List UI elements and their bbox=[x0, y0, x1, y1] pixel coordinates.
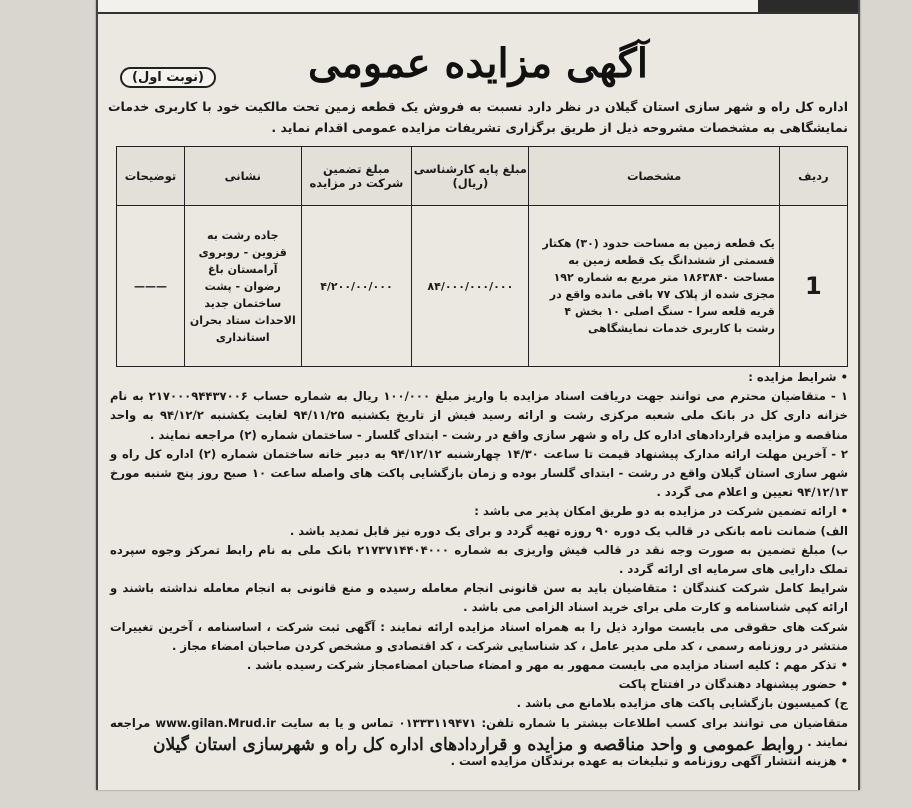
intro-paragraph: اداره کل راه و شهر سازی استان گیلان در نظر دارد نسبت به فروش یک قطعه زمین تحت مالکیت خود با کاربری خدمات نمایشگاهی به مشخصات مشروحه ذیل از طریق برگزاری تشریفات مزایده عمومی اقدام نماید . bbox=[108, 99, 848, 135]
terms-line: • حضور پیشنهاد دهندگان در افتتاح پاکت bbox=[618, 677, 848, 692]
header-base-price: مبلغ پایه کارشناسی (ریال) bbox=[412, 147, 529, 206]
table-header-row bbox=[117, 147, 848, 206]
top-strip bbox=[98, 0, 858, 14]
header-guarantee: مبلغ تضمین شرکت در مزایده bbox=[301, 147, 412, 206]
terms-line: • شرایط مزایده : bbox=[748, 370, 848, 384]
header-address: نشانی bbox=[184, 147, 301, 206]
terms-line: ۲ - آخرین مهلت ارائه مدارک پیشنهاد قیمت تا ساعت ۱۴/۳۰ چهارشنبه ۹۴/۱۲/۱۲ به دبیر خانه ساختمان شماره (۲) اداره کل راه و شهر سازی استان گیلان واقع در رشت - ابتدای گلسار بوده و زمان بازگشایی پاکت های واصله ساعت ۱۰ صبح روز پنج شنبه مورخ ۹۴/۱۲/۱۳ تعیین و اعلام می گردد . bbox=[110, 446, 848, 500]
header-row-number: ردیف bbox=[779, 147, 847, 206]
terms-line: الف) ضمانت نامه بانکی در قالب یک دوره ۹۰ روزه تهیه گردد و برای یک دوره نیز قابل تمدید باشد . bbox=[289, 523, 848, 538]
cell-notes: ——— bbox=[117, 206, 185, 367]
cell-address: جاده رشت به قزوین - روبروی آرامستان باغ رضوان - پشت ساختمان جدید الاحداث ستاد بحران استانداری bbox=[184, 206, 301, 367]
terms-section bbox=[110, 368, 848, 771]
terms-line: ۱ - متقاضیان محترم می توانند جهت دریافت اسناد مزایده با واریز مبلغ ۱۰۰/۰۰۰ ریال به شماره حساب ۲۱۷۰۰۰۹۴۴۳۷۰۰۶ به نام خزانه داری کل در بانک ملی شعبه مرکزی رشت و ارائه رسید فیش از تاریخ یکشنبه ۹۴/۱۱/۲۵ لغایت یکشنبه ۹۴/۱۲/۲ به واحد مناقصه و مزایده قراردادهای اداره کل راه و شهر سازی واقع در رشت - ابتدای گلسار - ساختمان شماره (۲) مراجعه نمایند . bbox=[110, 389, 848, 442]
ad-title: آگهی مزایده عمومی bbox=[308, 40, 648, 87]
photo-fragment bbox=[758, 0, 858, 14]
terms-line: شرکت های حقوقی می بایست موارد ذیل را به همراه اسناد مزایده ارائه نمایند : آگهی ثبت شرکت ، اساسنامه ، آخرین تغییرات منتشر در روزنامه رسمی ، کد ملی مدیر عامل ، کد شناسایی شرکت ، کد اقتصادی و مشخص کردن صاحبان امضاء مجاز . bbox=[110, 619, 848, 653]
cell-description: یک قطعه زمین به مساحت حدود (۳۰) هکتار قسمتی از ششدانگ یک قطعه زمین به مساحت ۱۸۶۳۸۴۰ متر مربع به شماره ۱۹۲ مجزی شده از پلاک ۷۷ باقی مانده واقع در قریه قلعه سرا - سنگ اصلی ۱۰ بخش ۴ رشت با کاربری خدمات نمایشگاهی bbox=[529, 206, 779, 367]
cell-guarantee: ۴/۲۰۰/۰۰/۰۰۰ bbox=[301, 206, 412, 367]
cell-row-number: 1 bbox=[779, 206, 847, 367]
auction-table bbox=[116, 146, 848, 367]
header-notes: توضیحات bbox=[117, 147, 185, 206]
terms-line: • ارائه تضمین شرکت در مزایده به دو طریق امکان پذیر می باشد : bbox=[474, 504, 848, 519]
cell-base-price: ۸۴/۰۰۰/۰۰۰/۰۰۰ bbox=[412, 206, 529, 367]
round-badge: (نوبت اول) bbox=[120, 67, 216, 88]
footer-signature: روابط عمومی و واحد مناقصه و مزایده و قراردادهای اداره کل راه و شهرسازی استان گیلان bbox=[153, 735, 803, 755]
newspaper-clipping bbox=[96, 0, 860, 790]
terms-line: • هزینه انتشار آگهی روزنامه و تبلیغات به عهده برندگان مزایده است . bbox=[450, 754, 848, 769]
header-description: مشخصات bbox=[529, 147, 779, 206]
terms-line: • تذکر مهم : کلیه اسناد مزایده می بایست ممهور به مهر و امضاء صاحبان امضاءمجاز شرکت رسیده باشد . bbox=[246, 658, 848, 673]
terms-line: ب) مبلغ تضمین به صورت وجه نقد در قالب فیش واریزی به شماره ۲۱۷۳۷۱۴۴۰۴۰۰۰ بانک ملی به نام رابط تمرکز وجوه سپرده تملک دارایی های سرمایه ای ارائه گردد . bbox=[110, 542, 848, 577]
terms-line: ج) کمیسیون بازگشایی پاکت های مزایده بلامانع می باشد . bbox=[516, 696, 848, 711]
table-row bbox=[117, 206, 848, 367]
terms-line: متقاضیان می توانند برای کسب اطلاعات بیشتر با شماره تلفن: ۰۱۳۳۳۱۱۹۴۷۱ تماس و یا به سایت www.gilan.Mrud.ir مراجعه نمایند . bbox=[110, 715, 848, 749]
terms-line: شرایط کامل شرکت کنندگان : متقاضیان باید به سن قانونی انجام معامله رسیده و منع قانونی به انجام معامله نداشته باشند و ارائه کپی شناسنامه و کارت ملی برای خرید اسناد الزامی می باشد . bbox=[110, 581, 848, 615]
